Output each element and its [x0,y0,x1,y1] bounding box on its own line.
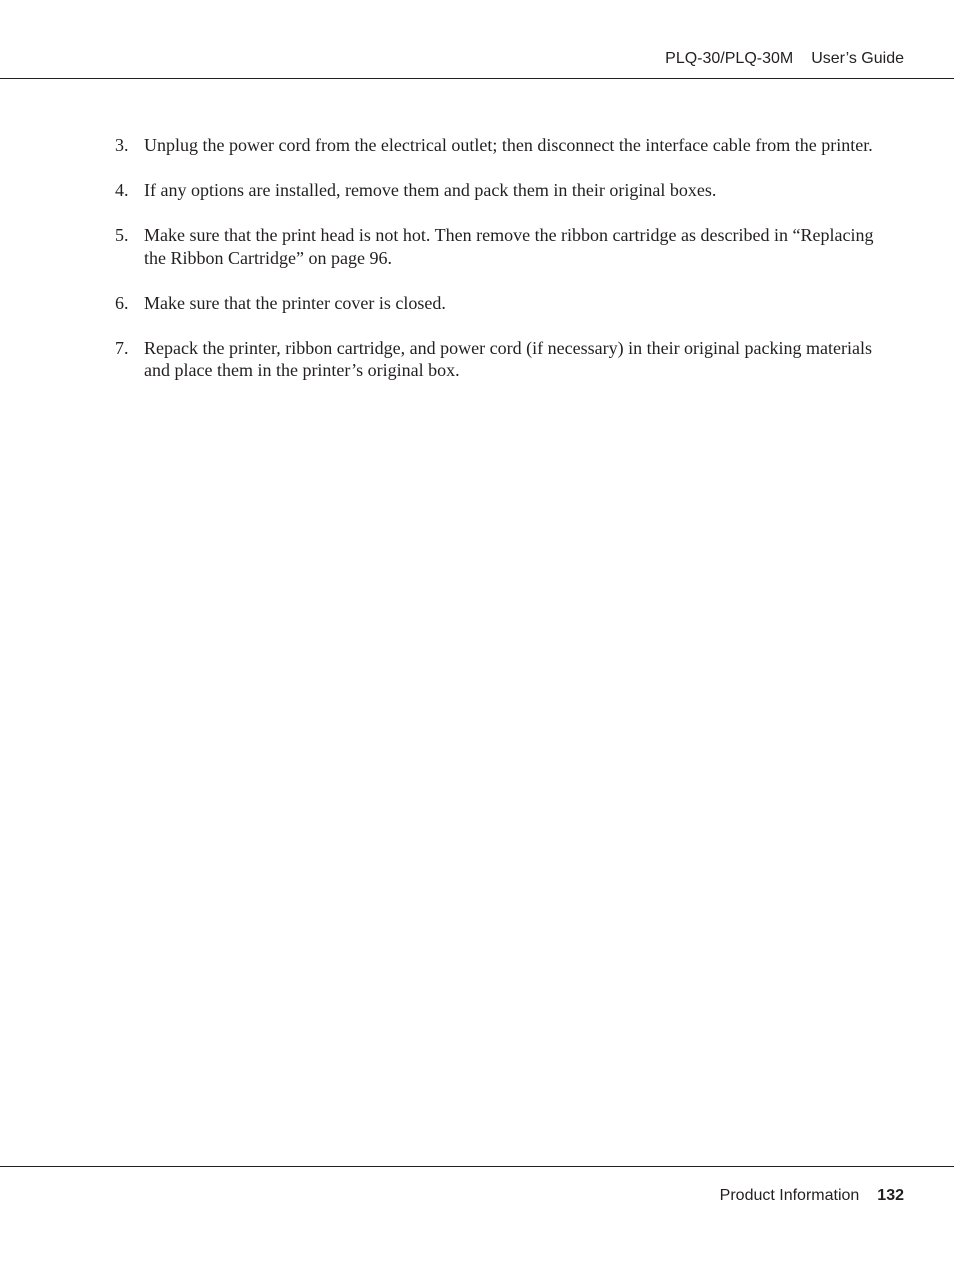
header-product-name: PLQ-30/PLQ-30M [665,50,794,67]
page-footer [0,1166,954,1204]
step-item [0,179,954,202]
page-number: 132 [877,1187,904,1204]
step-text: Make sure that the printer cover is closed. [144,292,446,313]
step-number: 3. [115,135,129,155]
step-number: 6. [115,292,129,313]
step-item [0,224,954,269]
page-header [0,0,954,79]
step-number: 5. [115,225,129,245]
header-title [665,49,904,69]
step-number: 4. [115,180,129,200]
footer-section-title: Product Information [719,1187,860,1204]
procedure-steps [0,134,954,404]
step-text: Repack the printer, ribbon cartridge, and power cord (if necessary) in their original packing materials and place them in the printer’s original box. [144,337,872,380]
step-number: 7. [115,337,129,358]
footer-info [720,1186,904,1206]
step-text: If any options are installed, remove them and pack them in their original boxes. [144,180,717,200]
step-item [0,134,954,157]
step-text: Make sure that the print head is not hot. Then remove the ribbon cartridge as described in “Replacing the Ribbon Cartridge” on page 96. [144,225,874,268]
step-item [0,337,954,382]
step-item [0,292,954,315]
step-text: Unplug the power cord from the electrical outlet; then disconnect the interface cable from the printer. [144,135,873,155]
header-guide-name: User’s Guide [811,50,904,67]
